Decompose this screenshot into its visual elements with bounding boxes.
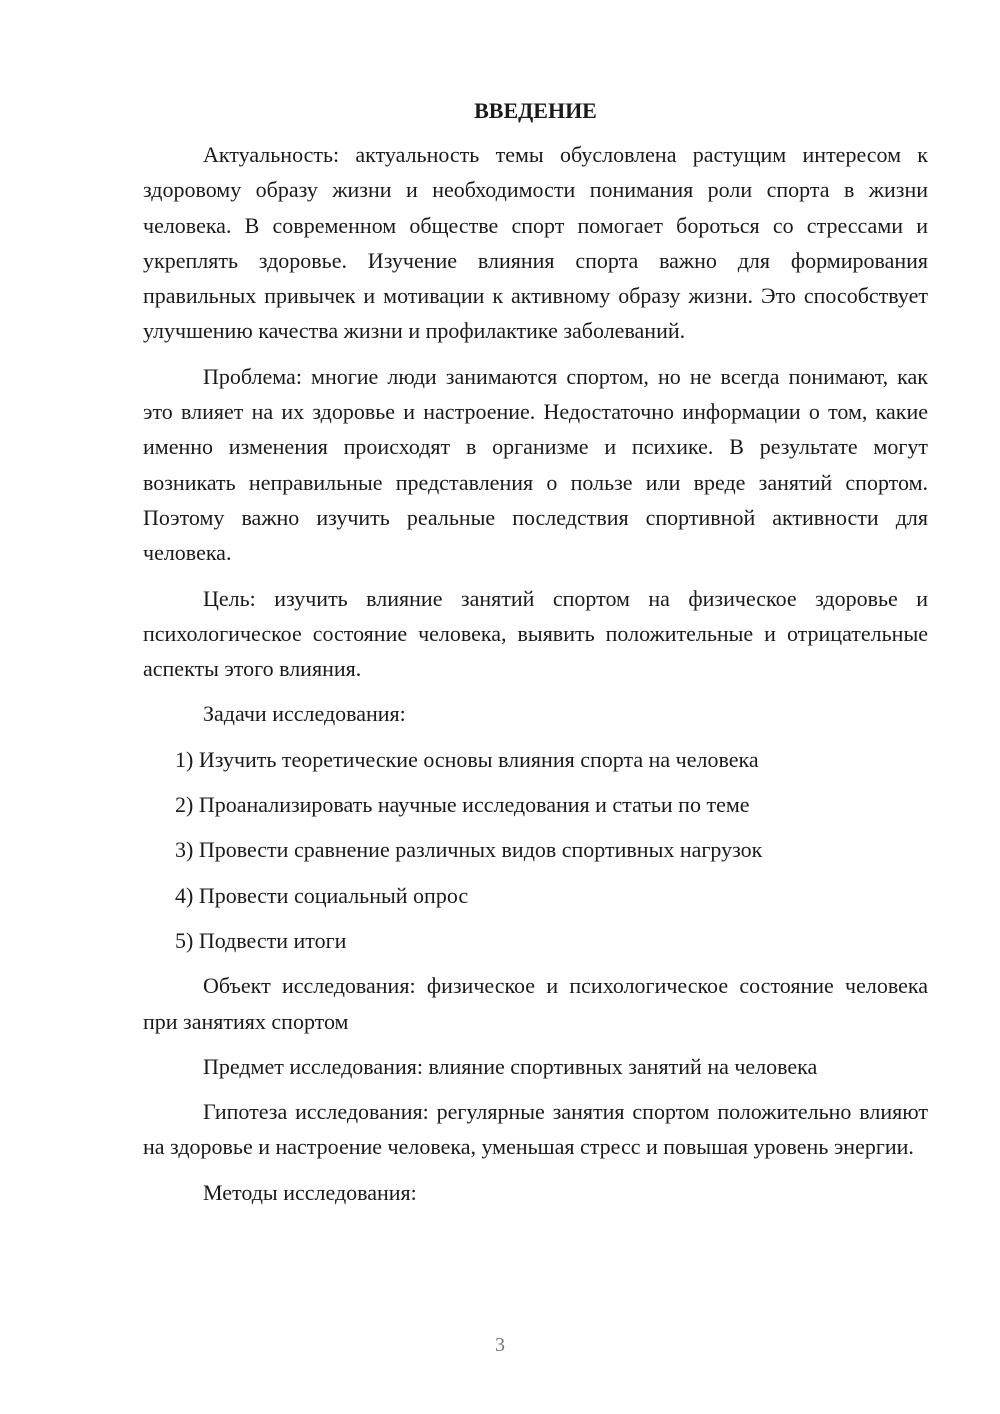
task-item: 4) Провести социальный опрос xyxy=(175,882,469,908)
methods-heading: Методы исследования: xyxy=(203,1179,417,1205)
object-paragraph: Объект исследования: физическое и психологическое состояние человека при занятиях спортом xyxy=(143,973,928,1034)
section-title: ВВЕДЕНИЕ xyxy=(474,98,597,123)
task-item: 3) Провести сравнение различных видов спортивных нагрузок xyxy=(175,837,763,863)
task-item: 5) Подвести итоги xyxy=(175,927,347,953)
page-number: 3 xyxy=(495,1334,505,1356)
page-content xyxy=(143,95,928,1210)
problem-paragraph: Проблема: многие люди занимаются спортом, но не всегда понимают, как это влияет на их здоровье и настроение. Недостаточно информации о том, какие именно изменения происходят в организме и психике. В результате могут возникать неправильные представления о пользе или вреде занятий спортом. Поэтому важно изучить реальные последствия спортивной активности для человека. xyxy=(143,363,928,566)
goal-paragraph: Цель: изучить влияние занятий спортом на физическое здоровье и психологическое состояние человека, выявить положительные и отрицательные аспекты этого влияния. xyxy=(143,585,928,682)
hypothesis-paragraph: Гипотеза исследования: регулярные занятия спортом положительно влияют на здоровье и настроение человека, уменьшая стресс и повышая уровень энергии. xyxy=(143,1099,928,1160)
task-item: 2) Проанализировать научные исследования и статьи по теме xyxy=(175,792,750,818)
tasks-heading: Задачи исследования: xyxy=(203,701,406,727)
relevance-paragraph: Актуальность: актуальность темы обусловлена растущим интересом к здоровому образу жизни и необходимости понимания роли спорта в жизни человека. В современном обществе спорт помогает бороться со стрессами и укреплять здоровье. Изучение влияния спорта важно для формирования правильных привычек и мотивации к активному образу жизни. Это способствует улучшению качества жизни и профилактике заболеваний. xyxy=(143,142,928,344)
subject-paragraph: Предмет исследования: влияние спортивных занятий на человека xyxy=(203,1053,818,1079)
task-item: 1) Изучить теоретические основы влияния спорта на человека xyxy=(175,746,759,772)
